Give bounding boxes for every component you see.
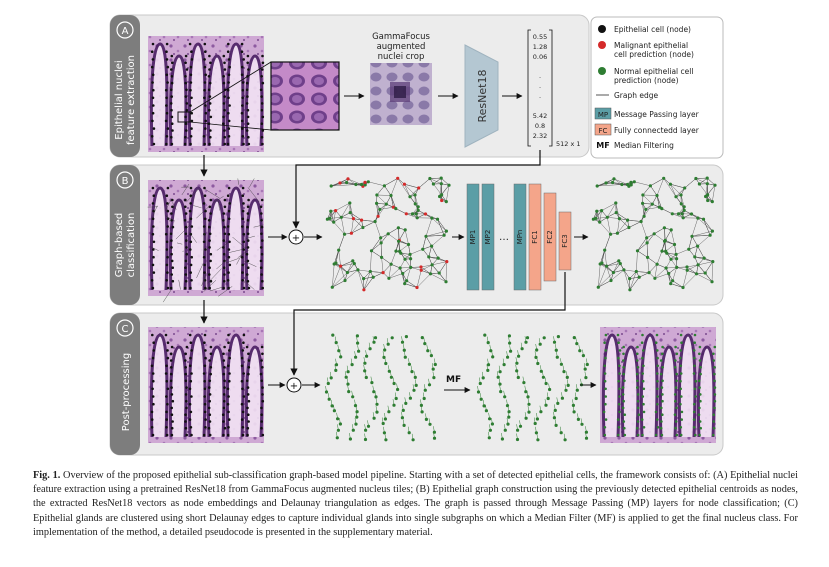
graph-node [374, 220, 377, 223]
layer-label: FC1 [531, 230, 539, 244]
graph-node [620, 183, 623, 186]
graph-node [675, 257, 678, 260]
graph-node [374, 336, 377, 339]
graph-node [407, 243, 410, 246]
resnet-label: ResNet18 [476, 69, 489, 123]
graph-node [703, 257, 706, 260]
graph-node [409, 253, 412, 256]
graph-node [638, 276, 641, 279]
graph-node [696, 245, 699, 248]
vector-value: 0.8 [534, 122, 546, 130]
graph-node [629, 181, 632, 184]
graph-node [340, 216, 343, 219]
graph-node [683, 209, 686, 212]
graph-node [417, 205, 420, 208]
graph-node [360, 219, 363, 222]
graph-node [710, 280, 713, 283]
legend-box [591, 17, 723, 158]
graph-node [683, 186, 686, 189]
graph-node [669, 258, 672, 261]
graph-node [443, 234, 446, 237]
graph-node [382, 271, 385, 274]
graph-node [594, 217, 597, 220]
tissue-image-c [148, 327, 264, 443]
graph-node [424, 212, 427, 215]
graph-node [350, 232, 353, 235]
graph-node [401, 272, 404, 275]
vector-dimension: 512 x 1 [556, 140, 581, 148]
graph-node [356, 268, 359, 271]
graph-node [667, 272, 670, 275]
graph-node [690, 235, 693, 238]
graph-node [626, 219, 629, 222]
legend-label: Graph edge [614, 91, 659, 100]
graph-node [419, 265, 422, 268]
graph-node [354, 183, 357, 186]
graph-node [663, 226, 666, 229]
graph-node [627, 226, 630, 229]
graph-node [687, 248, 690, 251]
graph-node [483, 334, 486, 337]
graph-node [378, 208, 381, 211]
graph-node [387, 232, 390, 235]
graph-node [597, 286, 600, 289]
legend-label: Message Passing layer [614, 110, 699, 119]
graph-node [362, 277, 365, 280]
mf-label: MF [446, 375, 462, 385]
graph-node [628, 277, 631, 280]
graph-node [646, 256, 649, 259]
graph-node [648, 271, 651, 274]
graph-node [416, 216, 419, 219]
graph-node [711, 260, 714, 263]
layer-label: FC2 [546, 230, 554, 244]
graph-node [403, 183, 406, 186]
svg-text:+: + [291, 233, 301, 244]
graph-node [389, 194, 392, 197]
graph-node [447, 184, 450, 187]
graph-node [415, 286, 418, 289]
graph-node [409, 266, 412, 269]
vector-value: 0.06 [532, 53, 548, 61]
graph-node [405, 335, 408, 338]
svg-text:B: B [121, 176, 129, 187]
graph-node [616, 232, 619, 235]
graph-node [665, 266, 668, 269]
graph-node [375, 202, 378, 205]
graph-node [385, 203, 388, 206]
graph-node [440, 177, 443, 180]
crop-title-2: augmented [376, 42, 426, 52]
graph-node [394, 207, 397, 210]
graph-node [369, 270, 372, 273]
graph-node [414, 212, 417, 215]
legend-label: cell prediction (node) [614, 50, 694, 59]
graph-node [698, 182, 701, 185]
graph-node [635, 270, 638, 273]
layer-label: MPn [516, 229, 524, 245]
graph-node [681, 286, 684, 289]
graph-node [444, 280, 447, 283]
graph-node [595, 210, 598, 213]
panel-b-label-2: classification [126, 212, 137, 278]
graph-node [343, 233, 346, 236]
graph-node [673, 243, 676, 246]
graph-node [440, 182, 443, 185]
panel-b-label-1: Graph-based [114, 212, 125, 278]
graph-node [328, 217, 331, 220]
graph-node [413, 193, 416, 196]
graph-node [655, 194, 658, 197]
graph-node [334, 209, 337, 212]
graph-node [641, 193, 644, 196]
graph-node [605, 265, 608, 268]
graph-node [372, 276, 375, 279]
graph-node [693, 255, 696, 258]
graph-node [671, 212, 674, 215]
graph-node [363, 181, 366, 184]
graph-node [445, 260, 448, 263]
graph-node [445, 200, 448, 203]
graph-node [617, 259, 620, 262]
crop-title-1: GammaFocus [372, 32, 430, 42]
graph-node [421, 248, 424, 251]
panel-c-label-1: Post-processing [121, 352, 132, 432]
tissue-image-b [148, 179, 264, 303]
gnn-layers [467, 184, 571, 290]
graph-node [695, 272, 698, 275]
legend-marker [598, 41, 606, 49]
graph-node [643, 215, 646, 218]
graph-node [380, 241, 383, 244]
graph-node [660, 207, 663, 210]
graph-node [438, 271, 441, 274]
caption-fig-label: Fig. 1. [33, 470, 61, 481]
graph-node [683, 205, 686, 208]
graph-node [680, 212, 683, 215]
graph-node [348, 201, 351, 204]
graph-node [424, 235, 427, 238]
graph-node [399, 252, 402, 255]
graph-node [526, 336, 529, 339]
graph-node [675, 266, 678, 269]
graph-node [438, 195, 441, 198]
graph-node [405, 279, 408, 282]
graph-node [600, 261, 603, 264]
graph-node [396, 177, 399, 180]
graph-node [663, 240, 666, 243]
graph-node [332, 221, 335, 224]
graph-node [356, 334, 359, 337]
graph-node [405, 212, 408, 215]
graph-node [614, 201, 617, 204]
graph-node [653, 232, 656, 235]
graph-node [414, 202, 417, 205]
graph-node [430, 217, 433, 220]
graph-node [337, 249, 340, 252]
layer-label: MP2 [484, 229, 492, 245]
graph-node [338, 181, 341, 184]
graph-node [380, 256, 383, 259]
graph-node [649, 184, 652, 187]
graph-node [409, 257, 412, 260]
graph-node [329, 210, 332, 213]
graph-node [636, 249, 639, 252]
graph-node [331, 334, 334, 337]
graph-node [680, 202, 683, 205]
graph-node [397, 226, 400, 229]
graph-node [431, 263, 434, 266]
graph-node [445, 230, 448, 233]
legend-label: Malignant epithelial [614, 41, 689, 50]
vector-value: 0.55 [532, 33, 548, 41]
legend-label: Median Filtering [614, 141, 674, 150]
tissue-image-final [600, 327, 716, 443]
graph-node [375, 193, 378, 196]
graph-node [417, 186, 420, 189]
graph-node [669, 183, 672, 186]
graph-node [346, 271, 349, 274]
graph-node [596, 184, 599, 187]
graph-node [615, 211, 618, 214]
legend-label: Epithelial cell (node) [614, 25, 691, 34]
graph-node [440, 199, 443, 202]
graph-node [711, 200, 714, 203]
graph-node [662, 177, 665, 180]
graph-node [377, 215, 380, 218]
graph-node [609, 233, 612, 236]
graph-node [646, 241, 649, 244]
graph-node [618, 217, 621, 220]
graph-node [612, 177, 615, 180]
graph-node [345, 181, 348, 184]
graph-node [417, 209, 420, 212]
vector-value: . [538, 92, 542, 100]
graph-node [669, 282, 672, 285]
graph-node [671, 279, 674, 282]
graph-node [420, 269, 423, 272]
graph-node [697, 263, 700, 266]
graph-node [361, 226, 364, 229]
graph-node [330, 184, 333, 187]
layer-label: FC3 [561, 234, 569, 248]
graph-node [704, 195, 707, 198]
vector-value: 1.28 [532, 43, 548, 51]
graph-node [573, 336, 576, 339]
graph-node [626, 183, 629, 186]
legend-label: Normal epithelial cell [614, 67, 694, 76]
vector-value: . [538, 82, 542, 90]
legend-badge: MF [596, 141, 610, 150]
graph-node [404, 228, 407, 231]
crop-title-3: nuclei crop [377, 52, 425, 62]
graph-node [346, 177, 349, 180]
graph-node [334, 261, 337, 264]
graph-node [603, 249, 606, 252]
graph-node [644, 208, 647, 211]
legend-marker [598, 67, 606, 75]
graph-node [397, 240, 400, 243]
graph-node [685, 265, 688, 268]
graph-node [656, 263, 659, 266]
graph-node [429, 272, 432, 275]
panel-a-label-2: feature extraction [126, 55, 137, 145]
graph-node [428, 177, 431, 180]
graph-node [543, 336, 546, 339]
legend-badge: FC [598, 127, 608, 135]
graph-node [711, 230, 714, 233]
legend-label: Fully connectedd layer [614, 126, 699, 135]
graph-node [411, 212, 414, 215]
graph-node [349, 211, 352, 214]
graph-node [391, 336, 394, 339]
graph-node [362, 288, 365, 291]
vector-value: 2.32 [532, 132, 548, 140]
graph-node [399, 266, 402, 269]
graph-node [628, 288, 631, 291]
graph-node [633, 180, 636, 183]
graph-node [679, 193, 682, 196]
graph-node [557, 335, 560, 338]
graph-node [660, 250, 663, 253]
graph-node [622, 268, 625, 271]
graph-node [641, 202, 644, 205]
graph-node [694, 177, 697, 180]
graph-node [379, 236, 382, 239]
graph-node [645, 236, 648, 239]
graph-node [427, 255, 430, 258]
graph-node [352, 217, 355, 220]
graph-node [437, 257, 440, 260]
graph-node [360, 183, 363, 186]
graph-node [370, 249, 373, 252]
graph-node [598, 221, 601, 224]
nuclei-crop-image [271, 62, 339, 130]
graph-node [677, 212, 680, 215]
svg-text:A: A [121, 26, 129, 37]
graph-node [609, 279, 612, 282]
graph-node [702, 218, 705, 221]
vector-value: . [538, 72, 542, 80]
graph-node [709, 234, 712, 237]
graph-node [682, 216, 685, 219]
graph-node [706, 199, 709, 202]
figure-caption [33, 469, 798, 540]
graph-node [696, 217, 699, 220]
graph-node [430, 245, 433, 248]
vector-value: 5.42 [532, 112, 548, 120]
graph-node [674, 195, 677, 198]
legend-marker [598, 25, 606, 33]
legend-badge: MP [597, 111, 609, 119]
graph-node [331, 286, 334, 289]
graph-node [670, 228, 673, 231]
graph-node [436, 218, 439, 221]
panel-a-label-1: Epithelial nuclei [114, 60, 125, 140]
graph-node [706, 182, 709, 185]
svg-text:C: C [121, 324, 129, 335]
graph-node [383, 184, 386, 187]
graph-node [675, 253, 678, 256]
graph-node [508, 334, 511, 337]
legend-label: prediction (node) [614, 76, 679, 85]
tissue-image-a [148, 36, 264, 152]
graph-node [704, 271, 707, 274]
graph-node [432, 182, 435, 185]
layer-label: MP1 [469, 229, 477, 245]
graph-node [403, 282, 406, 285]
graph-node [403, 258, 406, 261]
graph-node [387, 277, 390, 280]
graph-node [351, 259, 354, 262]
graph-node [686, 269, 689, 272]
graph-node [713, 184, 716, 187]
graph-node [653, 277, 656, 280]
graph-node [339, 265, 342, 268]
graph-node [394, 250, 397, 253]
graph-node [651, 203, 654, 206]
graph-node [665, 252, 668, 255]
graph-node [611, 181, 614, 184]
graph-node [619, 262, 622, 265]
graph-node [421, 336, 424, 339]
graph-node [390, 263, 393, 266]
graph-node [612, 271, 615, 274]
svg-text:+: + [289, 381, 299, 392]
graph-node [353, 262, 356, 265]
graph-node [640, 220, 643, 223]
graph-node [367, 180, 370, 183]
graph-node [604, 181, 607, 184]
graph-node [606, 216, 609, 219]
graph-node [408, 195, 411, 198]
graph-node [690, 212, 693, 215]
layer-ellipsis: … [499, 232, 509, 243]
graph-node [343, 279, 346, 282]
graph-node [600, 209, 603, 212]
graph-node [706, 177, 709, 180]
caption-text: Overview of the proposed epithelial sub-classification graph-based model pipeline. Starting with a set of detected epithelial cells, the framework consists of: (A) Epithelial nuclei feature extraction using a pretrained ResNet18 from GammaFocus augmented nucleus tiles; (B) Epithelial graph construction using the previously detected epithelial centroids as nodes, the extracted ResNet18 vectors as node embeddings and Delaunay triangulation as edges. The graph is passed through Message Passing (MP) layers for node classification; (C) Epithelial glands are clustered using short Delaunay edges to capture individual glands into single subgraphs on which a Median Filter (MF) is applied to get the final nucleus class. For implementation of the method, a detailed pseudocode is presented in the supplementary material. [33, 470, 798, 538]
